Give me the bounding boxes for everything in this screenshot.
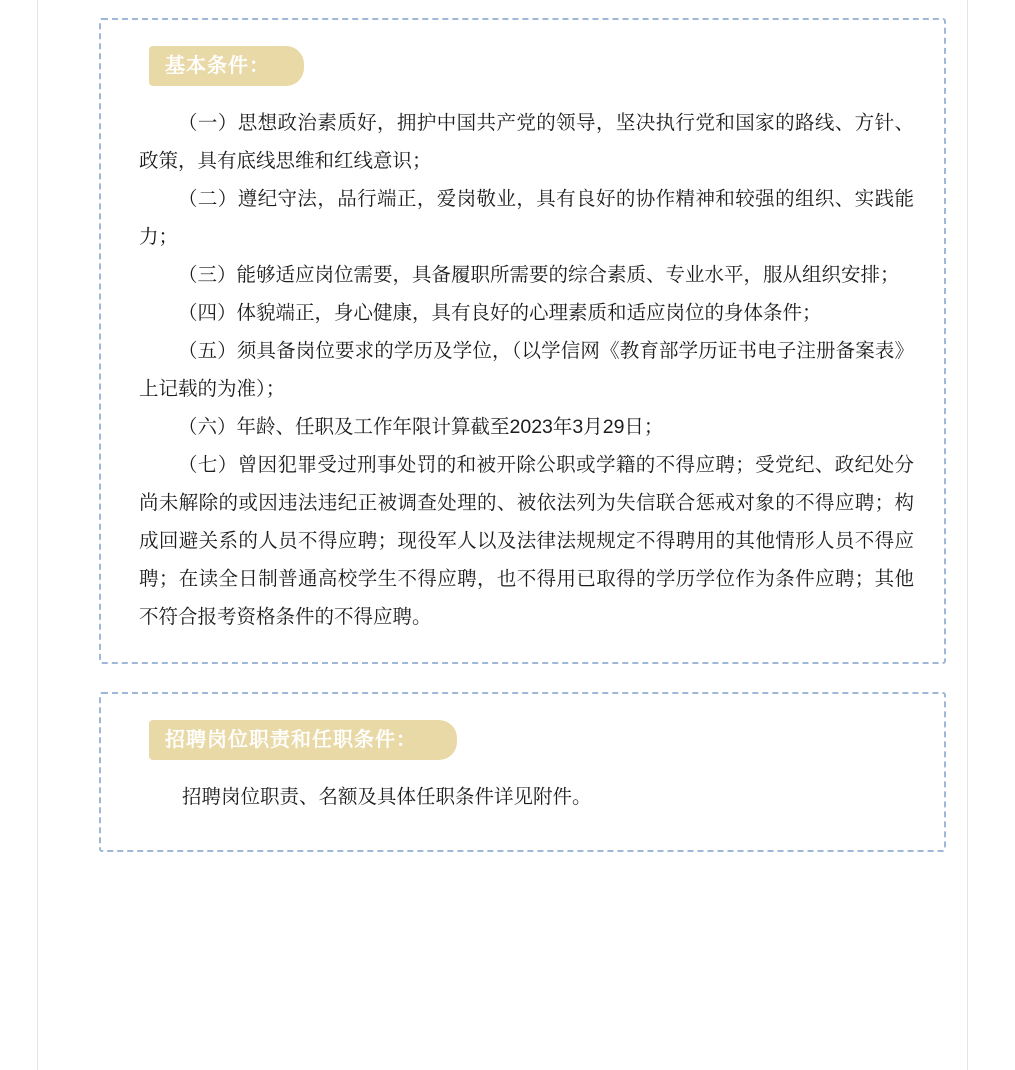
page-right-margin-rule <box>967 0 1015 1070</box>
document-content <box>39 0 966 1070</box>
section-job-duties-and-requirements <box>99 692 946 852</box>
section-title-wrap <box>149 46 922 86</box>
section-basic-conditions <box>99 18 946 664</box>
paragraph-item: （四）体貌端正，身心健康，具有良好的心理素质和适应岗位的身体条件； <box>178 302 822 325</box>
section-title-basic-conditions: 基本条件： <box>149 46 304 86</box>
section-title-job-duties: 招聘岗位职责和任职条件： <box>149 720 457 760</box>
paragraph-item: （一）思想政治素质好，拥护中国共产党的领导，坚决执行党和国家的路线、方针、政策，具有底线思维和红线意识； <box>139 112 914 173</box>
paragraph-item: （三）能够适应岗位需要，具备履职所需要的综合素质、专业水平，服从组织安排； <box>178 264 900 287</box>
paragraph-item: （七）曾因犯罪受过刑事处罚的和被开除公职或学籍的不得应聘；受党纪、政纪处分尚未解除的或因违法违纪正被调查处理的、被依法列为失信联合惩戒对象的不得应聘；构成回避关系的人员不得应聘；现役军人以及法律法规规定不得聘用的其他情形人员不得应聘；在读全日制普通高校学生不得应聘，也不得用已取得的学历学位作为条件应聘；其他不符合报考资格条件的不得应聘。 <box>139 454 914 629</box>
section-title-wrap <box>149 720 922 760</box>
paragraph-item: （二）遵纪守法，品行端正，爱岗敬业，具有良好的协作精神和较强的组织、实践能力； <box>139 188 914 249</box>
paragraph-item: 招聘岗位职责、名额及具体任职条件详见附件。 <box>182 786 592 809</box>
paragraph-item: （五）须具备岗位要求的学历及学位，（以学信网《教育部学历证书电子注册备案表》上记载的为准）； <box>139 340 914 401</box>
paragraph-item: （六）年龄、任职及工作年限计算截至2023年3月29日； <box>178 416 664 439</box>
page-left-margin-rule <box>0 0 38 1070</box>
